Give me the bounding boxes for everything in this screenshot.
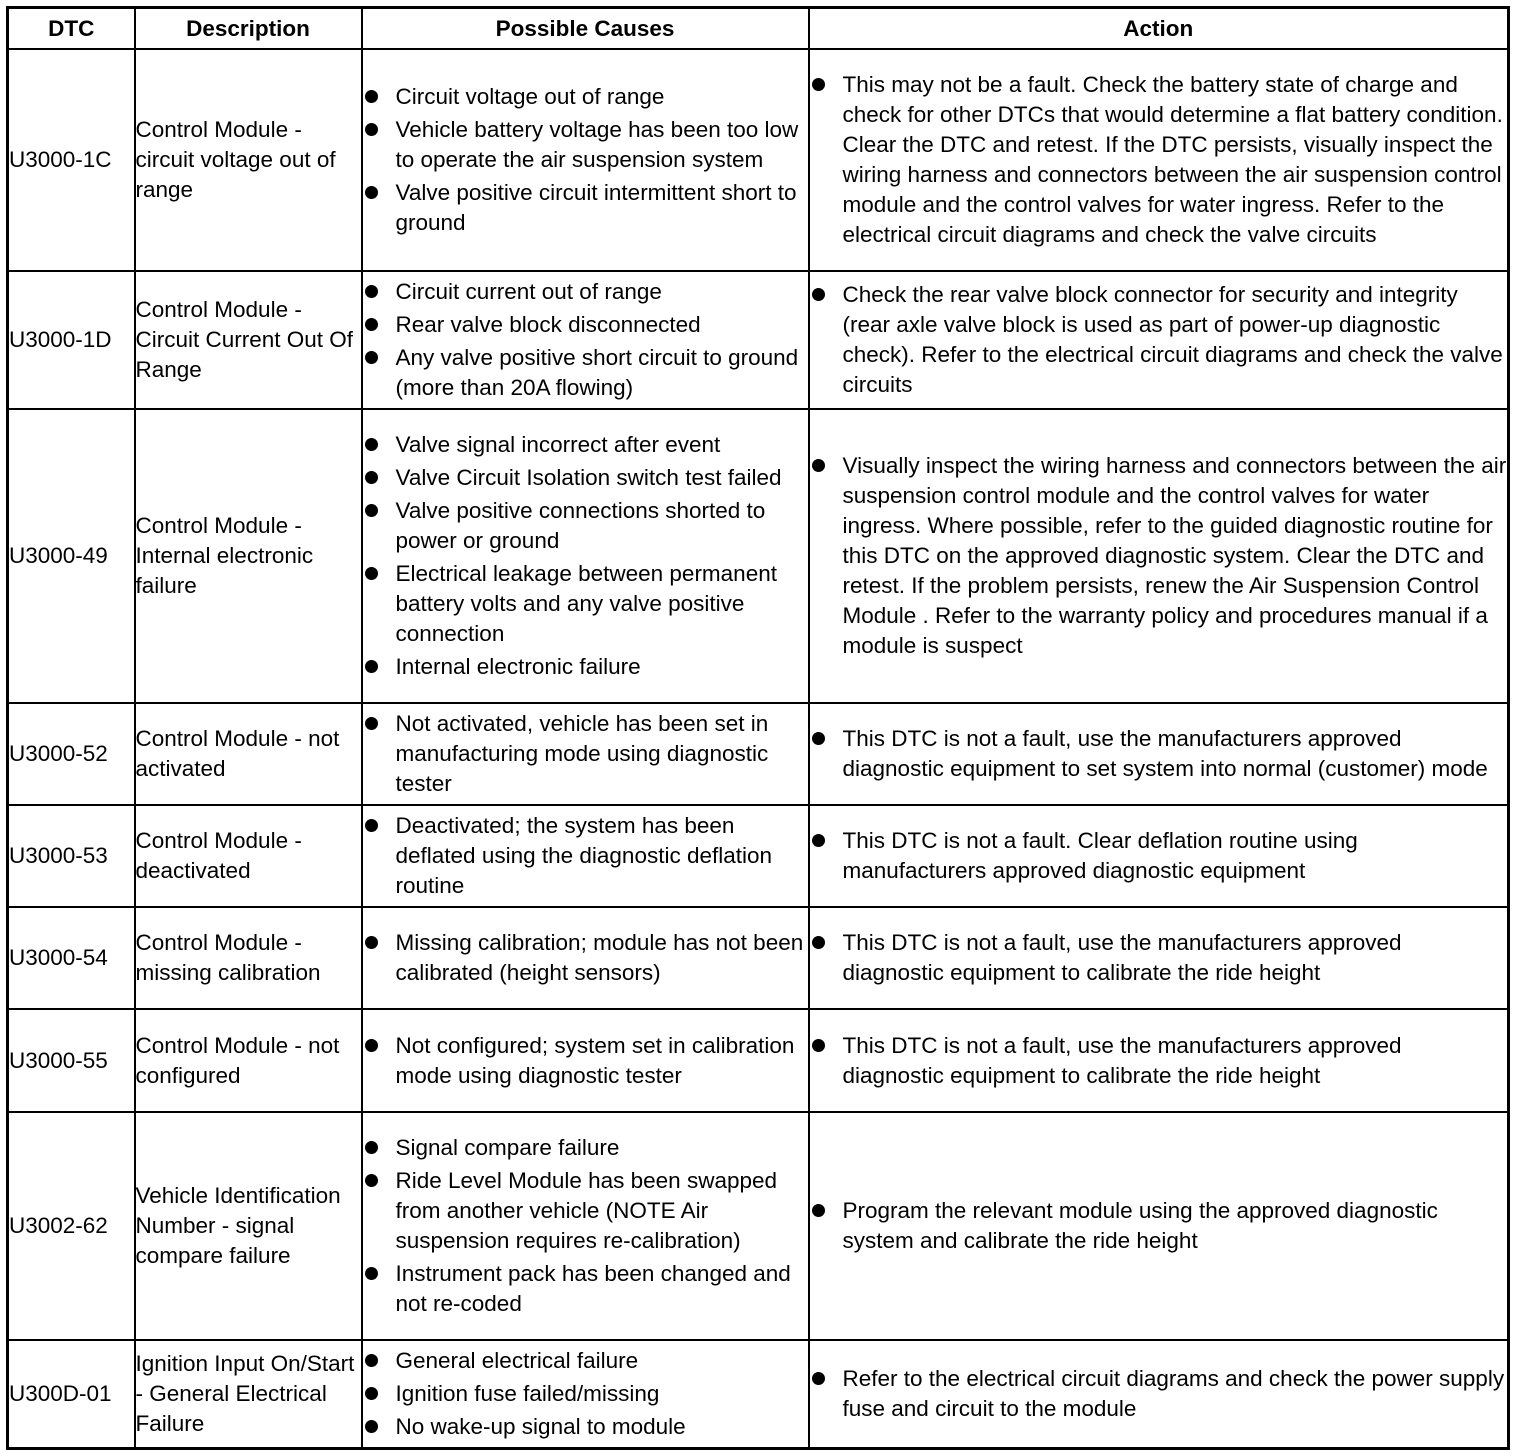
- cause-item: [363, 343, 808, 403]
- bullet-icon: [365, 1039, 378, 1052]
- description-cell: Vehicle Identification Number - signal compare failure: [135, 1112, 362, 1340]
- dtc-code-cell: U3000-1D: [8, 271, 135, 409]
- action-item: [810, 1364, 1508, 1424]
- bullet-icon: [812, 936, 825, 949]
- bullet-icon: [365, 351, 378, 364]
- description-cell: Control Module - circuit voltage out of range: [135, 49, 362, 271]
- bullet-icon: [812, 732, 825, 745]
- action-cell-list: [810, 1196, 1508, 1256]
- description-cell: Control Module - deactivated: [135, 805, 362, 907]
- cause-item: [363, 709, 808, 799]
- action-cell-list: [810, 70, 1508, 250]
- cause-item-text: Valve signal incorrect after event: [395, 432, 721, 457]
- header-action: Action: [809, 8, 1509, 50]
- action-cell: [809, 1340, 1509, 1448]
- cause-item-text: General electrical failure: [395, 1347, 639, 1373]
- table-row: [8, 1112, 1509, 1340]
- bullet-icon: [365, 186, 378, 199]
- table-row: [8, 1340, 1509, 1448]
- possible-causes-cell-list: [363, 430, 808, 682]
- bullet-icon: [365, 660, 378, 673]
- action-item: [810, 724, 1508, 784]
- cause-item-text: Vehicle battery voltage has been too low to operate the air suspension system: [395, 117, 799, 172]
- table-row: [8, 409, 1509, 703]
- cause-item: [363, 82, 808, 112]
- header-dtc: DTC: [8, 8, 135, 50]
- cause-item-text: Not activated, vehicle has been set in manufacturing mode using diagnostic tester: [395, 711, 769, 796]
- table-row: [8, 703, 1509, 805]
- dtc-code-cell: U3000-52: [8, 703, 135, 805]
- possible-causes-cell-list: [363, 928, 808, 988]
- cause-item-text: Not configured; system set in calibration mode using diagnostic tester: [395, 1032, 795, 1088]
- cause-item: [363, 178, 808, 238]
- bullet-icon: [812, 78, 825, 91]
- bullet-icon: [365, 1387, 378, 1400]
- bullet-icon: [365, 1141, 378, 1154]
- dtc-code-cell: U3000-53: [8, 805, 135, 907]
- bullet-icon: [365, 936, 378, 949]
- header-description: Description: [135, 8, 362, 50]
- action-cell: [809, 409, 1509, 703]
- table-row: [8, 271, 1509, 409]
- bullet-icon: [812, 834, 825, 847]
- bullet-icon: [365, 819, 378, 832]
- cause-item: [363, 1259, 808, 1319]
- possible-causes-cell-list: [363, 1133, 808, 1319]
- action-item: [810, 280, 1508, 400]
- bullet-icon: [365, 123, 378, 136]
- cause-item-text: Internal electronic failure: [395, 654, 641, 679]
- action-item-text: This DTC is not a fault. Clear deflation routine using manufacturers approved diagnostic equipment: [842, 828, 1358, 883]
- bullet-icon: [812, 1372, 825, 1385]
- possible-causes-cell: [362, 805, 809, 907]
- possible-causes-cell: [362, 409, 809, 703]
- possible-causes-cell: [362, 703, 809, 805]
- action-item-text: Program the relevant module using the approved diagnostic system and calibrate the ride height: [842, 1198, 1438, 1253]
- cause-item: [363, 928, 808, 988]
- action-item-text: This DTC is not a fault, use the manufacturers approved diagnostic equipment to calibrate the ride height: [842, 930, 1402, 985]
- bullet-icon: [365, 90, 378, 103]
- cause-item-text: Rear valve block disconnected: [395, 312, 701, 337]
- cause-item: [363, 430, 808, 460]
- cause-item-text: Deactivated; the system has been deflated using the diagnostic deflation routine: [395, 813, 773, 898]
- action-item: [810, 1031, 1508, 1091]
- action-item: [810, 70, 1508, 250]
- action-item: [810, 1196, 1508, 1256]
- action-cell: [809, 1009, 1509, 1112]
- cause-item-text: Electrical leakage between permanent battery volts and any valve positive connection: [395, 561, 777, 646]
- cause-item: [363, 652, 808, 682]
- header-possible-causes: Possible Causes: [362, 8, 809, 50]
- cause-item-text: Ignition fuse failed/missing: [395, 1380, 660, 1406]
- description-cell: Ignition Input On/Start - General Electrical Failure: [135, 1340, 362, 1448]
- action-cell: [809, 49, 1509, 271]
- cause-item: [363, 496, 808, 556]
- possible-causes-cell-list: [363, 709, 808, 799]
- cause-item: [363, 1166, 808, 1256]
- action-item-text: This DTC is not a fault, use the manufacturers approved diagnostic equipment to calibrate the ride height: [842, 1032, 1402, 1088]
- possible-causes-cell-list: [363, 277, 808, 403]
- action-cell-list: [810, 1031, 1508, 1091]
- possible-causes-cell: [362, 907, 809, 1009]
- cause-item: [363, 1133, 808, 1163]
- action-cell-list: [810, 451, 1508, 661]
- table-body: [8, 49, 1509, 1448]
- action-item: [810, 826, 1508, 886]
- table-header: [8, 8, 1509, 50]
- dtc-code-cell: U3000-54: [8, 907, 135, 1009]
- bullet-icon: [365, 1267, 378, 1280]
- cause-item-text: Any valve positive short circuit to ground (more than 20A flowing): [395, 345, 799, 400]
- dtc-code-cell: U300D-01: [8, 1340, 135, 1448]
- cause-item-text: Ride Level Module has been swapped from another vehicle (NOTE Air suspension requires re-calibration): [395, 1168, 778, 1253]
- cause-item-text: Signal compare failure: [395, 1135, 620, 1160]
- dtc-code-cell: U3002-62: [8, 1112, 135, 1340]
- action-cell-list: [810, 928, 1508, 988]
- bullet-icon: [812, 1204, 825, 1217]
- bullet-icon: [365, 1174, 378, 1187]
- bullet-icon: [365, 1354, 378, 1367]
- possible-causes-cell: [362, 1009, 809, 1112]
- bullet-icon: [365, 471, 378, 484]
- cause-item: [363, 463, 808, 493]
- bullet-icon: [365, 318, 378, 331]
- action-cell: [809, 805, 1509, 907]
- action-cell: [809, 907, 1509, 1009]
- dtc-code-cell: U3000-49: [8, 409, 135, 703]
- cause-item-text: Missing calibration; module has not been calibrated (height sensors): [395, 930, 804, 985]
- cause-item-text: Valve positive circuit intermittent short to ground: [395, 180, 797, 235]
- bullet-icon: [365, 1420, 378, 1433]
- possible-causes-cell-list: [363, 1346, 808, 1442]
- action-cell-list: [810, 280, 1508, 400]
- possible-causes-cell-list: [363, 82, 808, 238]
- action-item-text: Visually inspect the wiring harness and connectors between the air suspension control module and the control valves for water ingress. Where possible, refer to the guided diagnostic routine for this DTC on the approved diagnostic system. Clear the DTC and retest. If the problem persists, renew the Air Suspension Control Module . Refer to the warranty policy and procedures manual if a module is suspect: [842, 453, 1507, 658]
- action-item: [810, 451, 1508, 661]
- cause-item: [363, 1412, 808, 1442]
- action-cell-list: [810, 1364, 1508, 1424]
- header-row: [8, 8, 1509, 50]
- cause-item: [363, 277, 808, 307]
- cause-item-text: Valve Circuit Isolation switch test failed: [395, 465, 782, 490]
- action-item-text: Refer to the electrical circuit diagrams and check the power supply fuse and circuit to the module: [842, 1365, 1505, 1421]
- table-row: [8, 1009, 1509, 1112]
- bullet-icon: [812, 288, 825, 301]
- bullet-icon: [365, 285, 378, 298]
- cause-item-text: Instrument pack has been changed and not re-coded: [395, 1261, 791, 1316]
- dtc-table: [6, 6, 1510, 1450]
- bullet-icon: [365, 504, 378, 517]
- table-row: [8, 907, 1509, 1009]
- cause-item: [363, 115, 808, 175]
- description-cell: Control Module - Circuit Current Out Of Range: [135, 271, 362, 409]
- cause-item-text: Circuit voltage out of range: [395, 84, 665, 109]
- description-cell: Control Module - not configured: [135, 1009, 362, 1112]
- bullet-icon: [365, 438, 378, 451]
- action-item-text: Check the rear valve block connector for security and integrity (rear axle valve block is used as part of power-up diagnostic check). Refer to the electrical circuit diagrams and check the valve circuits: [842, 282, 1503, 397]
- description-cell: Control Module - Internal electronic failure: [135, 409, 362, 703]
- cause-item: [363, 559, 808, 649]
- possible-causes-cell: [362, 1340, 809, 1448]
- cause-item: [363, 1346, 808, 1376]
- possible-causes-cell: [362, 271, 809, 409]
- cause-item: [363, 811, 808, 901]
- table-row: [8, 49, 1509, 271]
- action-item: [810, 928, 1508, 988]
- cause-item-text: No wake-up signal to module: [395, 1413, 686, 1439]
- description-cell: Control Module - missing calibration: [135, 907, 362, 1009]
- action-item-text: This DTC is not a fault, use the manufacturers approved diagnostic equipment to set system into normal (customer) mode: [842, 726, 1488, 781]
- possible-causes-cell: [362, 49, 809, 271]
- dtc-code-cell: U3000-1C: [8, 49, 135, 271]
- table-row: [8, 805, 1509, 907]
- action-cell: [809, 271, 1509, 409]
- cause-item-text: Valve positive connections shorted to power or ground: [395, 498, 766, 553]
- possible-causes-cell: [362, 1112, 809, 1340]
- bullet-icon: [365, 567, 378, 580]
- bullet-icon: [812, 1039, 825, 1052]
- action-cell: [809, 1112, 1509, 1340]
- possible-causes-cell-list: [363, 1031, 808, 1091]
- cause-item: [363, 1379, 808, 1409]
- action-cell-list: [810, 724, 1508, 784]
- cause-item: [363, 1031, 808, 1091]
- bullet-icon: [365, 717, 378, 730]
- action-item-text: This may not be a fault. Check the battery state of charge and check for other DTCs that would determine a flat battery condition. Clear the DTC and retest. If the DTC persists, visually inspect the wiring harness and connectors between the air suspension control module and the control valves for water ingress. Refer to the electrical circuit diagrams and check the valve circuits: [842, 72, 1503, 247]
- bullet-icon: [812, 459, 825, 472]
- action-cell: [809, 703, 1509, 805]
- cause-item-text: Circuit current out of range: [395, 279, 662, 304]
- dtc-code-cell: U3000-55: [8, 1009, 135, 1112]
- possible-causes-cell-list: [363, 811, 808, 901]
- cause-item: [363, 310, 808, 340]
- description-cell: Control Module - not activated: [135, 703, 362, 805]
- action-cell-list: [810, 826, 1508, 886]
